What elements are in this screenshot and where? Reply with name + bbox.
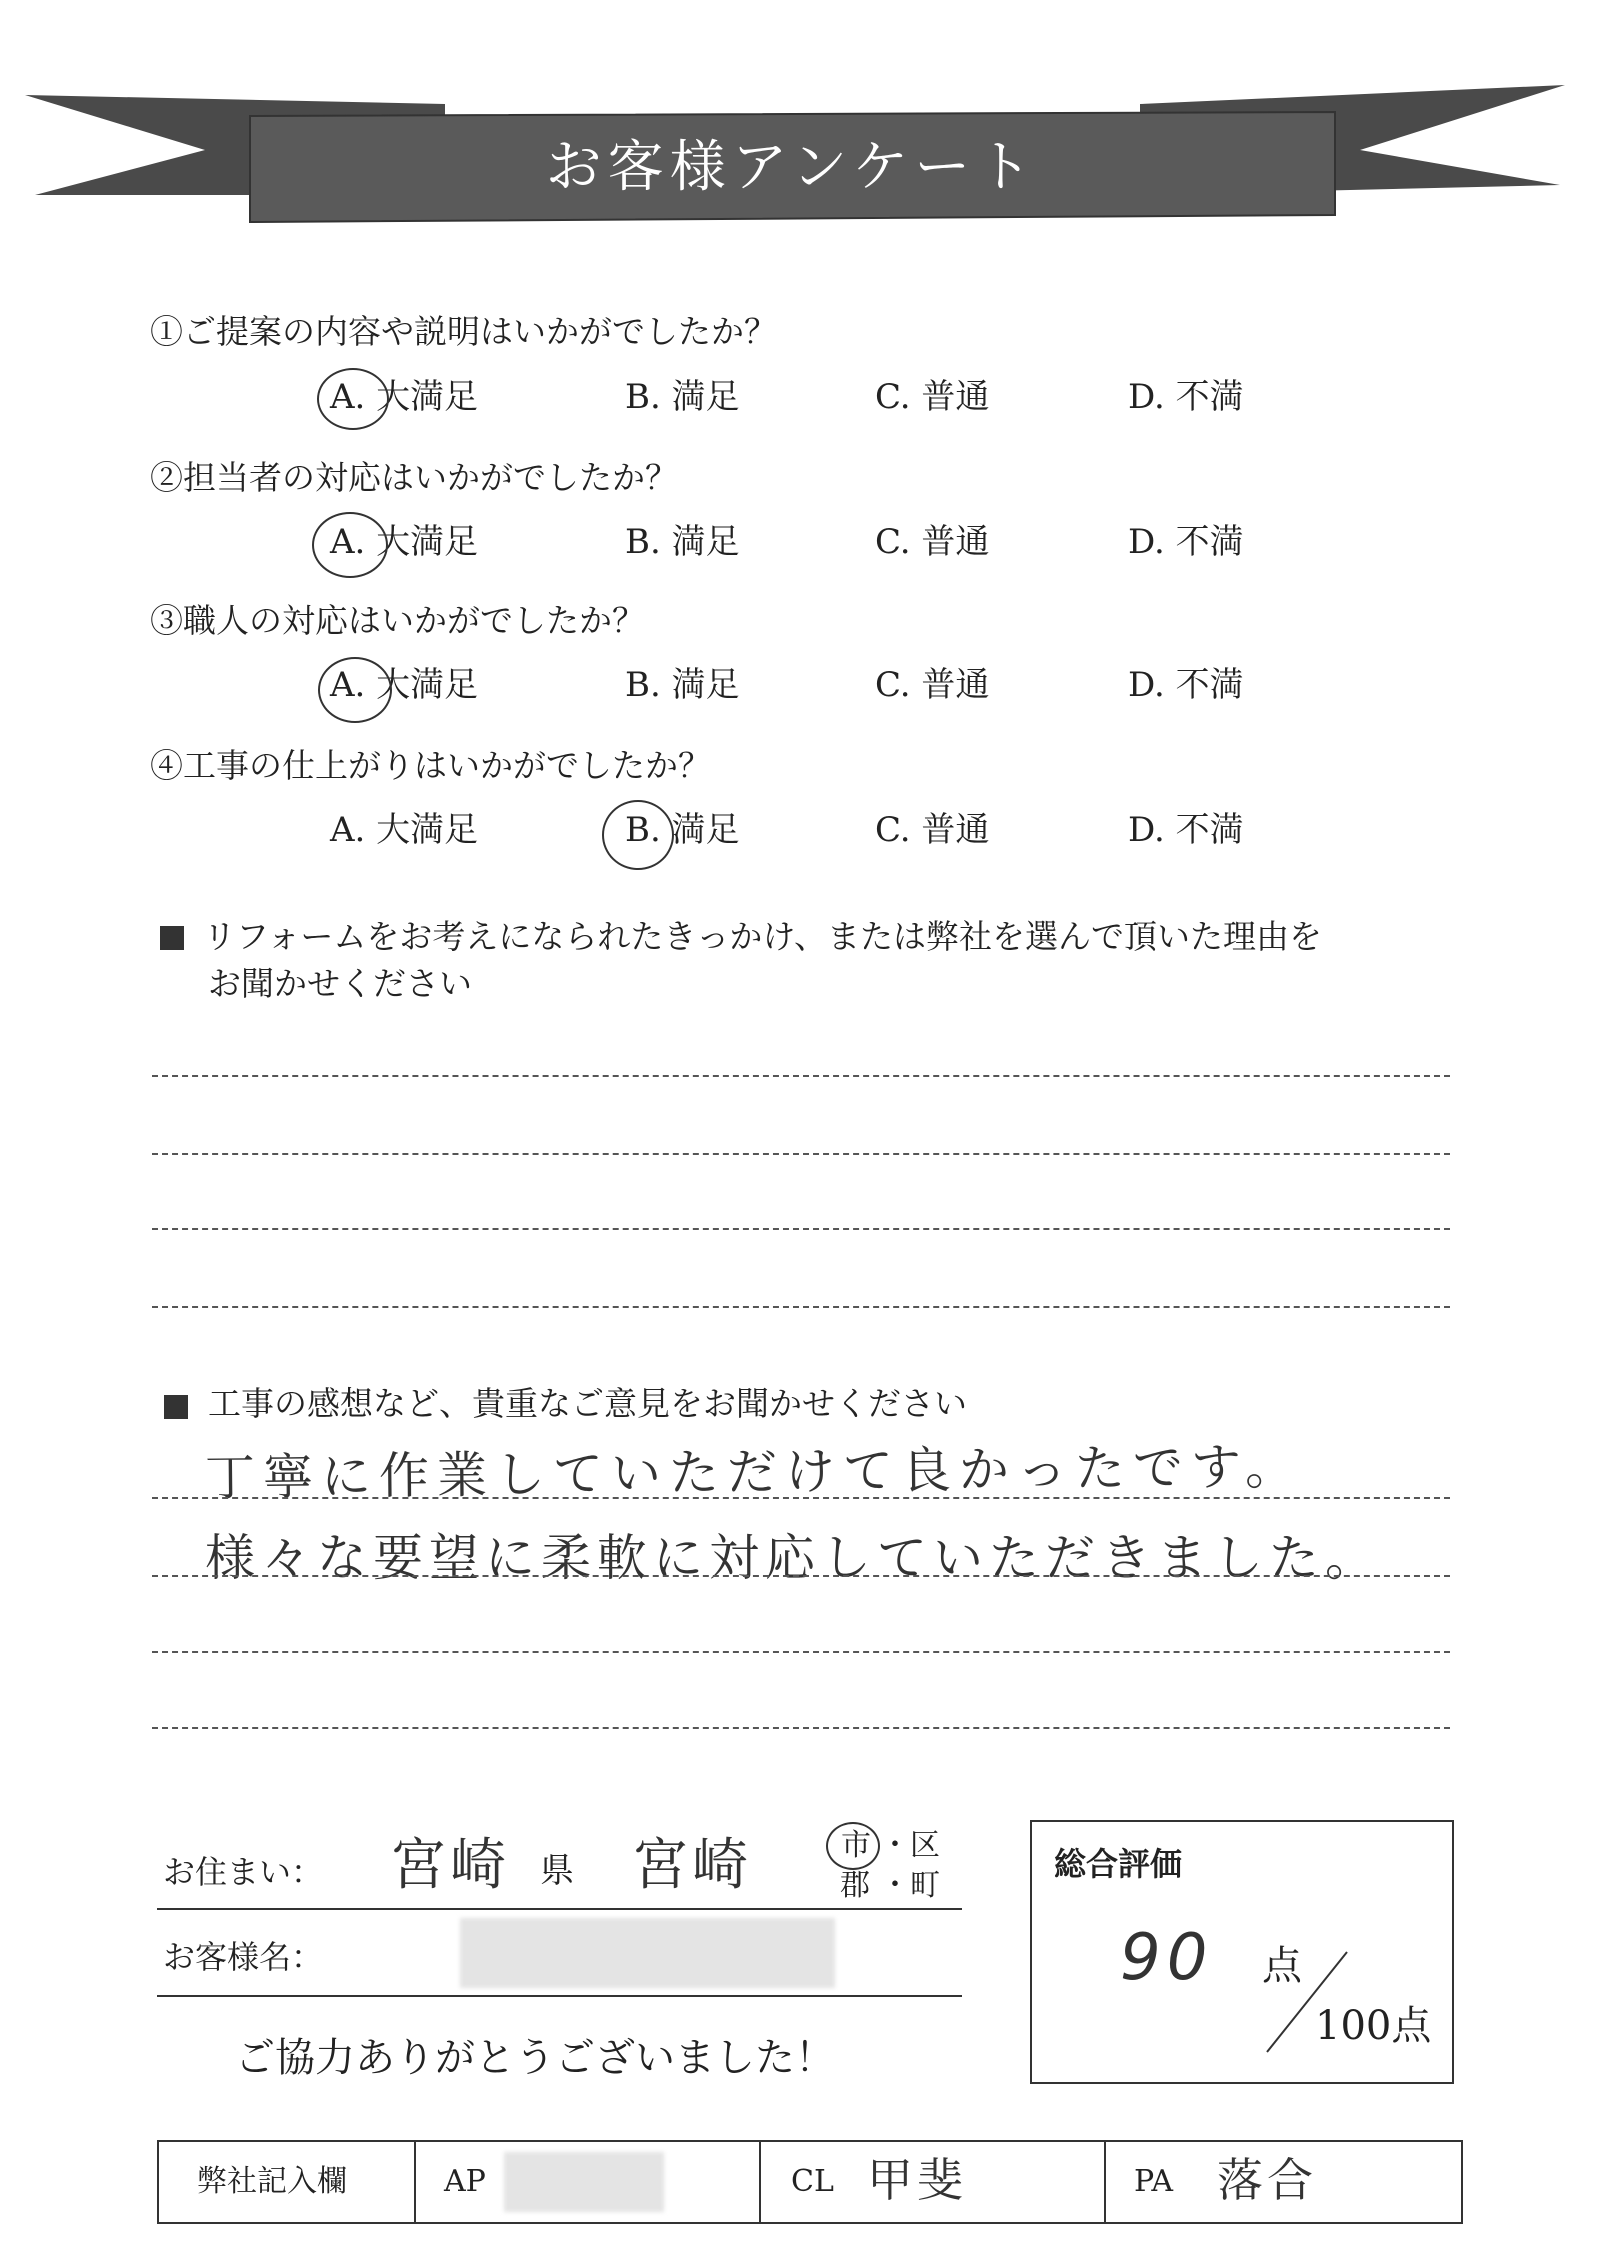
q3-selection-circle bbox=[318, 657, 392, 723]
q4-selection-circle bbox=[602, 800, 674, 870]
q4-option-d[interactable]: D. 不満 bbox=[1128, 810, 1244, 850]
section1-bullet-icon bbox=[160, 926, 184, 950]
office-cl-value-handwritten: 甲斐 bbox=[867, 2153, 967, 2207]
q3-option-a[interactable]: A. 大満足 bbox=[330, 665, 479, 705]
section2-answer-line bbox=[152, 1497, 1450, 1499]
address-ken: 県 bbox=[540, 1851, 574, 1891]
q2-option-b[interactable]: B. 満足 bbox=[625, 522, 740, 562]
section1-heading-line2: お聞かせください bbox=[208, 964, 472, 1003]
section1-heading-line1: リフォームをお考えになられたきっかけ、または弊社を選んで頂いた理由を bbox=[203, 917, 1323, 956]
q1-selection-circle bbox=[317, 368, 389, 430]
q1-option-c[interactable]: C. 普通 bbox=[875, 377, 990, 417]
q2-selection-circle bbox=[312, 512, 388, 578]
office-cl-label: CL bbox=[791, 2164, 834, 2199]
section2-answer-line1: 丁寧に作業していただけて良かったです。 bbox=[204, 1437, 1304, 1507]
section2-answer-line bbox=[152, 1651, 1450, 1653]
overall-score-value-handwritten: 90 bbox=[1120, 1921, 1214, 1995]
q4-option-a[interactable]: A. 大満足 bbox=[330, 810, 479, 850]
address-gun: 郡 bbox=[840, 1868, 870, 1903]
q1-option-a[interactable]: A. 大満足 bbox=[330, 377, 479, 417]
q4-option-c[interactable]: C. 普通 bbox=[875, 810, 990, 850]
q3-option-d[interactable]: D. 不満 bbox=[1128, 665, 1244, 705]
office-use-label: 弊社記入欄 bbox=[197, 2164, 347, 2199]
section2-answer-line bbox=[152, 1575, 1450, 1577]
survey-title: お客様アンケート bbox=[545, 135, 1039, 200]
q3-option-c[interactable]: C. 普通 bbox=[875, 665, 990, 705]
q2-option-d[interactable]: D. 不満 bbox=[1128, 522, 1244, 562]
office-ap-label: AP bbox=[444, 2164, 486, 2199]
office-pa-value-handwritten: 落合 bbox=[1217, 2153, 1317, 2207]
address-ku: ・区 bbox=[880, 1828, 940, 1863]
address-cho: ・町 bbox=[880, 1868, 940, 1903]
thanks-message: ご協力ありがとうございました！ bbox=[235, 2035, 835, 2081]
section2-heading: 工事の感想など、貴重なご意見をお聞かせください bbox=[208, 1384, 967, 1423]
customer-name-underline bbox=[157, 1995, 962, 1997]
question-4-label: ④工事の仕上がりはいかがでしたか？ bbox=[150, 746, 711, 785]
office-use-table bbox=[157, 2140, 1463, 2224]
customer-name-label: お客様名： bbox=[163, 1938, 324, 1976]
address-prefecture-handwritten: 宮崎 bbox=[390, 1833, 510, 1898]
office-pa-label: PA bbox=[1134, 2164, 1174, 2199]
section1-answer-line bbox=[152, 1153, 1450, 1155]
overall-score-label: 総合評価 bbox=[1054, 1845, 1183, 1883]
section1-answer-line bbox=[152, 1075, 1450, 1077]
office-cell-divider bbox=[1104, 2142, 1106, 2222]
address-shi: 市 bbox=[841, 1828, 871, 1863]
address-city-handwritten: 宮崎 bbox=[632, 1833, 752, 1898]
section2-answer-line2: 様々な要望に柔軟に対応していただきました。 bbox=[205, 1529, 1381, 1587]
q1-option-b[interactable]: B. 満足 bbox=[625, 377, 740, 417]
section1-answer-line bbox=[152, 1228, 1450, 1230]
section2-answer-line bbox=[152, 1727, 1450, 1729]
overall-score-max: 100点 bbox=[1315, 2003, 1432, 2049]
office-ap-redacted bbox=[504, 2152, 664, 2212]
office-cell-divider bbox=[414, 2142, 416, 2222]
q4-option-b[interactable]: B. 満足 bbox=[625, 810, 740, 850]
q2-option-c[interactable]: C. 普通 bbox=[875, 522, 990, 562]
q2-option-a[interactable]: A. 大満足 bbox=[330, 522, 479, 562]
q1-option-d[interactable]: D. 不満 bbox=[1128, 377, 1244, 417]
customer-name-redacted bbox=[460, 1918, 835, 1988]
q3-option-b[interactable]: B. 満足 bbox=[625, 665, 740, 705]
question-2-label: ②担当者の対応はいかがでしたか？ bbox=[150, 458, 678, 497]
question-1-label: ①ご提案の内容や説明はいかがでしたか？ bbox=[150, 312, 777, 351]
section1-answer-line bbox=[152, 1306, 1450, 1308]
overall-score-unit: 点 bbox=[1262, 1943, 1302, 1989]
address-shi-selection-circle bbox=[826, 1822, 880, 1870]
section2-bullet-icon bbox=[164, 1395, 188, 1419]
question-3-label: ③職人の対応はいかがでしたか？ bbox=[150, 601, 645, 640]
address-label: お住まい： bbox=[163, 1853, 324, 1891]
overall-score-box bbox=[1030, 1820, 1454, 2084]
address-underline bbox=[157, 1908, 962, 1910]
office-cell-divider bbox=[759, 2142, 761, 2222]
